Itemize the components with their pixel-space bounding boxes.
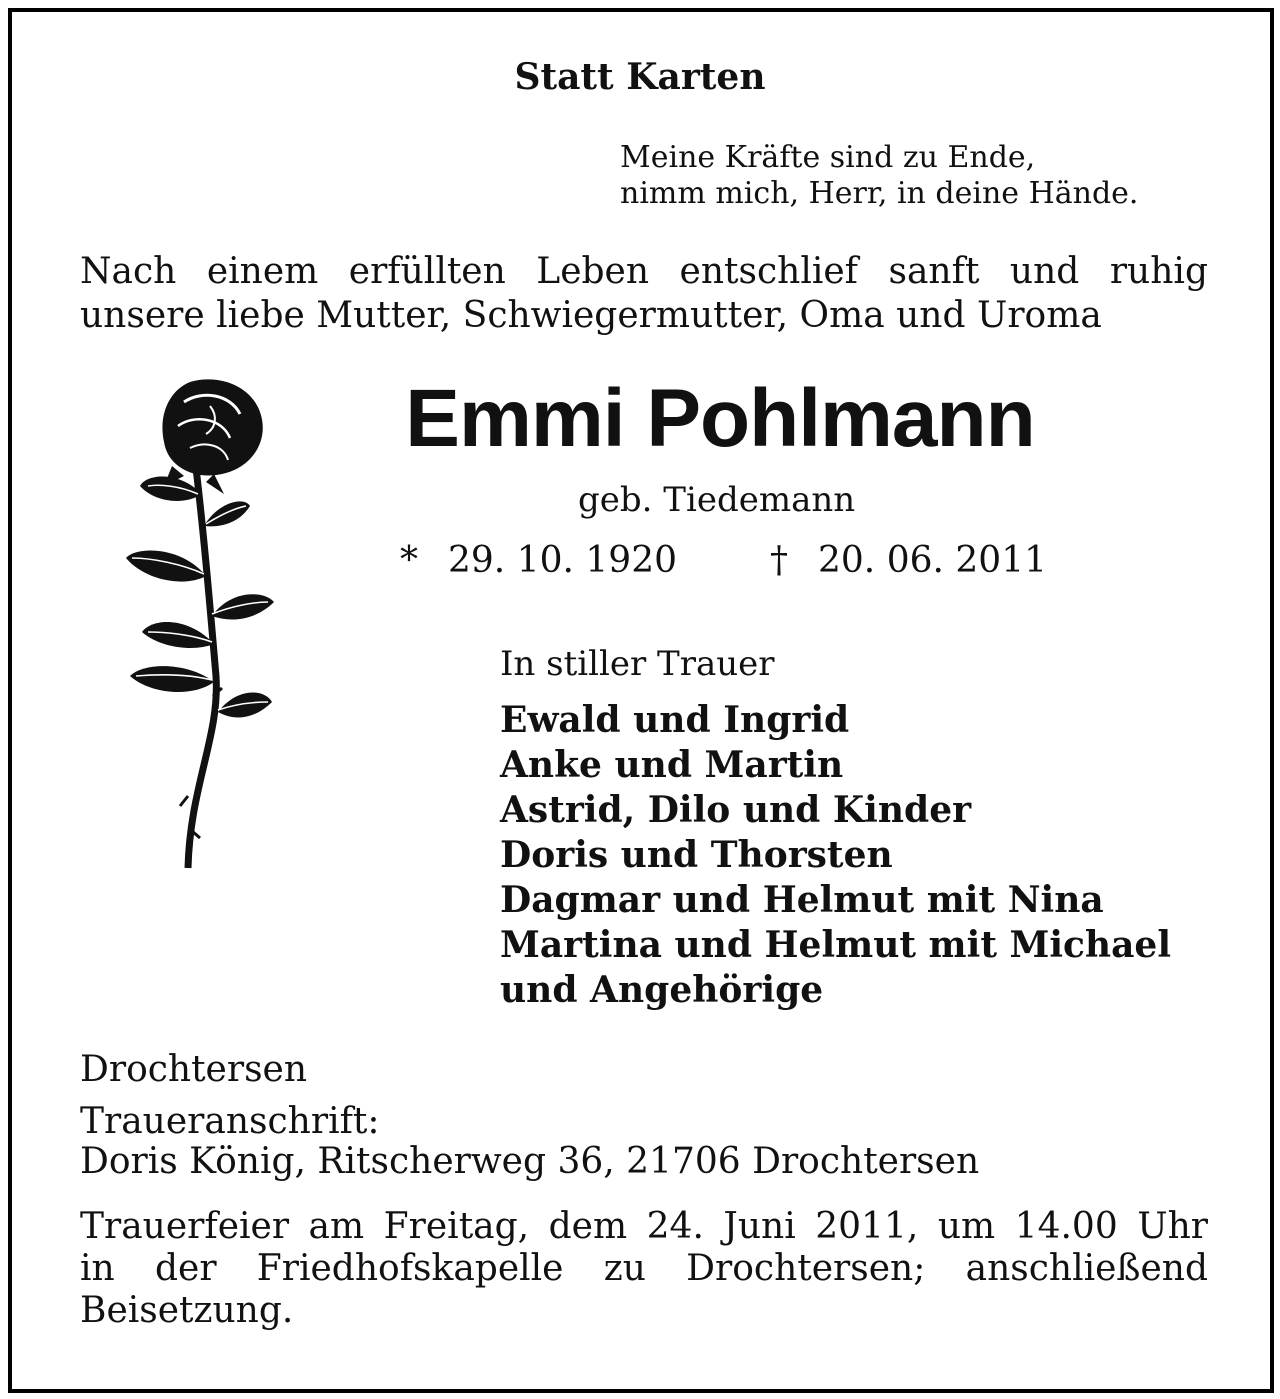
birth-date: 29. 10. 1920: [448, 540, 678, 581]
rose-icon: [118, 376, 278, 876]
mourner: Astrid, Dilo und Kinder: [500, 789, 972, 831]
mourners-list: [500, 698, 1171, 1013]
mourner: Dagmar und Helmut mit Nina: [500, 879, 1104, 921]
mourner: und Angehörige: [500, 969, 824, 1011]
death-symbol: †: [770, 540, 788, 581]
mourner: Ewald und Ingrid: [500, 699, 850, 741]
header-statt-karten: Statt Karten: [514, 56, 766, 98]
ceremony-info: [80, 1206, 1208, 1332]
birth-symbol: *: [400, 540, 418, 581]
mourner: Martina und Helmut mit Michael: [500, 924, 1172, 966]
intro-line-1: Nach einem erfüllten Leben entschlief sanft und ruhig: [80, 251, 1208, 292]
intro-line-2: unsere liebe Mutter, Schwiegermutter, Oma und Uroma: [80, 295, 1102, 336]
verse-line-1: Meine Kräfte sind zu Ende,: [620, 140, 1036, 175]
ceremony-line-2: in der Friedhofskapelle zu Drochtersen; anschließend: [80, 1248, 1208, 1289]
verse-line-2: nimm mich, Herr, in deine Hände.: [620, 176, 1139, 211]
maiden-name: geb. Tiedemann: [578, 480, 856, 520]
rose-blossom: [162, 379, 262, 494]
place: Drochtersen: [80, 1049, 308, 1090]
ceremony-line-1: Trauerfeier am Freitag, dem 24. Juni 2011, um 14.00 Uhr: [80, 1206, 1208, 1247]
mourner: Anke und Martin: [500, 744, 844, 786]
mourner: Doris und Thorsten: [500, 834, 893, 876]
mourning-label: In stiller Trauer: [500, 644, 775, 684]
ceremony-line-3: Beisetzung.: [80, 1290, 294, 1331]
address-label: Traueranschrift:: [80, 1101, 380, 1142]
deceased-name: Emmi Pohlmann: [405, 373, 1035, 464]
death-date: 20. 06. 2011: [818, 540, 1048, 581]
address: Doris König, Ritscherweg 36, 21706 Drochtersen: [80, 1141, 980, 1182]
